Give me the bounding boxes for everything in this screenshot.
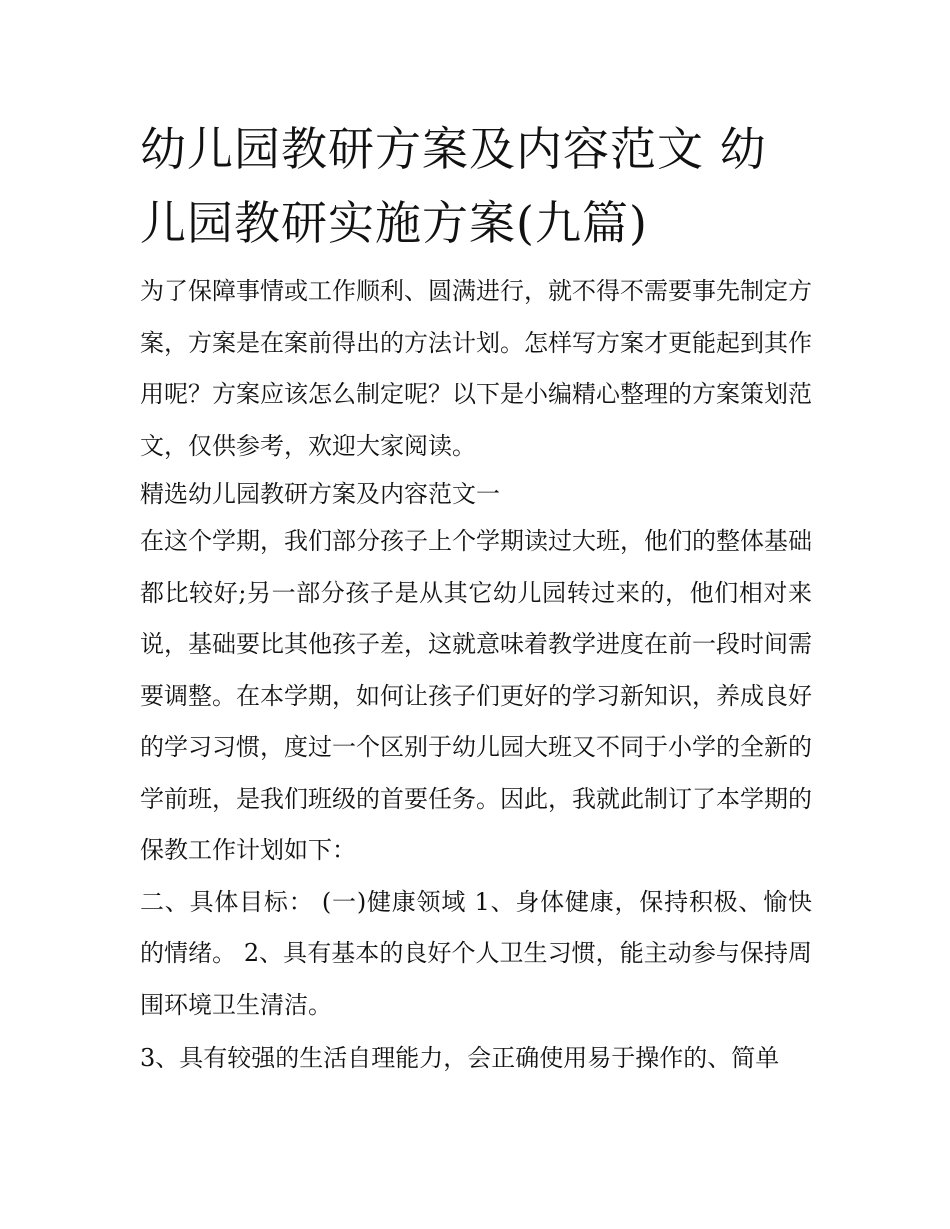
section-heading: 精选幼儿园教研方案及内容范文一 bbox=[140, 480, 500, 508]
document-title: 幼儿园教研方案及内容范文 幼儿园教研实施方案(九篇) bbox=[140, 122, 767, 250]
intro-paragraph: 为了保障事情或工作顺利、圆满进行，就不得不需要事先制定方案，方案是在案前得出的方法计划。怎样写方案才更能起到其作用呢？方案应该怎么制定呢？以下是小编精心整理的方案策划范文，仅供参考，欢迎大家阅读。 bbox=[140, 277, 812, 460]
document-page bbox=[140, 112, 812, 1085]
body-paragraph-3: 3、具有较强的生活自理能力，会正确使用易于操作的、简单 bbox=[140, 1044, 780, 1072]
body-paragraph-2: 二、具体目标： (一)健康领域 1、身体健康，保持积极、愉快的情绪。 2、具有基本的良好个人卫生习惯，能主动参与保持周围环境卫生清洁。 bbox=[140, 887, 812, 1019]
body-paragraph-1: 在这个学期，我们部分孩子上个学期读过大班，他们的整体基础都比较好;另一部分孩子是从其它幼儿园转过来的，他们相对来说，基础要比其他孩子差，这就意味着教学进度在前一段时间需要调整。在本学期，如何让孩子们更好的学习新知识，养成良好的学习习惯，度过一个区别于幼儿园大班又不同于小学的全新的学前班，是我们班级的首要任务。因此，我就此制订了本学期的保教工作计划如下： bbox=[140, 527, 812, 864]
